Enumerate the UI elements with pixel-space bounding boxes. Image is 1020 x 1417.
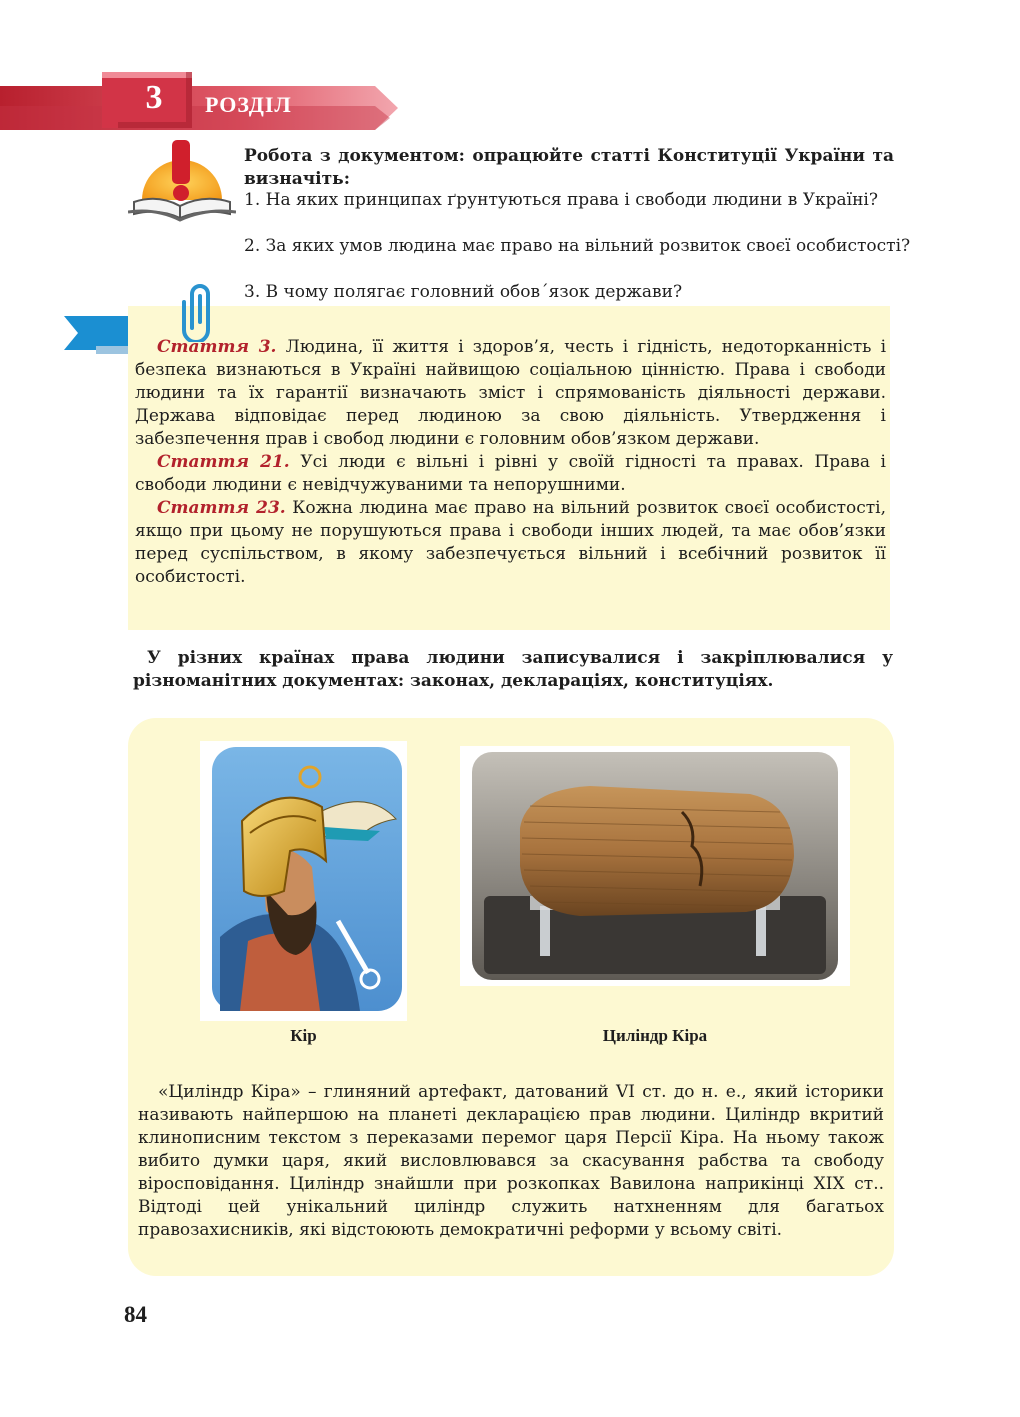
bookmark-tab-icon [64,316,128,356]
article-label: Стаття 3. [157,337,277,357]
task-question: 3. В чому полягає головний обов΄язок держави? [244,282,683,302]
constitution-articles [128,306,890,630]
article-label: Стаття 21. [157,452,290,472]
chapter-ribbon [0,72,400,132]
article-paragraph [135,451,886,497]
paperclip-icon [178,282,218,342]
article-text: Кожна людина має право на вільний розвиток своєї особистості, якщо при цьому не порушуються права і свободи інших людей, та має обов’язки перед суспільством, в якому забезпечується вільний і всебічний розвиток її особистості. [135,498,886,587]
article-text: Людина, її життя і здоров’я, честь і гідність, недоторканність і безпека визнаються в Україні найвищою соціальною цінністю. Права і свободи людини та їх гарантії визначають зміст і спрямованість діяльності держави. Держава відповідає перед людиною за свою діяльність. Утвердження і забезпечення прав і свобод людини є головним обов’язком держави. [135,337,887,449]
article-paragraph [135,336,886,451]
cylinder-description: «Циліндр Кіра» – глиняний артефакт, датований VI ст. до н. е., який історики називають найпершою на планеті декларацією прав людини. Циліндр вкритий клинописним текстом з переказами перемог царя Персії Кіра. На ньому також вибито думки царя, який висловлювався за скасування рабства та свободу віросповідання. Циліндр знайшли при розкопках Вавилона наприкінці XIX ст.. Відтоді цей унікальний циліндр служить натхненням для багатьох правозахисників, які відстоюють демократичні реформи у всьому світі. [138,1082,884,1240]
cyrus-cylinder-image [460,746,850,986]
image-caption: Кір [290,1026,317,1045]
chapter-number: 3 [145,79,163,116]
task-question: 1. На яких принципах ґрунтуються права і свободи людини в Україні? [244,190,878,210]
task-title: Робота з документом: опрацюйте статті Конституції України та визначіть: [244,146,894,189]
chapter-title: РОЗДІЛ [205,92,292,117]
page-number: 84 [124,1302,147,1327]
task-question: 2. За яких умов людина має право на вільний розвиток своєї особистості? [244,236,911,256]
article-label: Стаття 23. [157,498,286,518]
exclamation-book-icon [128,138,236,223]
article-paragraph [135,497,886,589]
intro-text: У різних країнах права людини записувалися і закріплювалися у різноманітних документах: законах, деклараціях, конституціях. [133,648,893,691]
article-text: Усі люди є вільні і рівні у своїй гідності та правах. Права і свободи людини є невідчужуваними та непорушними. [135,452,886,495]
image-caption: Циліндр Кіра [602,1026,708,1045]
cyrus-portrait-image [200,741,407,1021]
